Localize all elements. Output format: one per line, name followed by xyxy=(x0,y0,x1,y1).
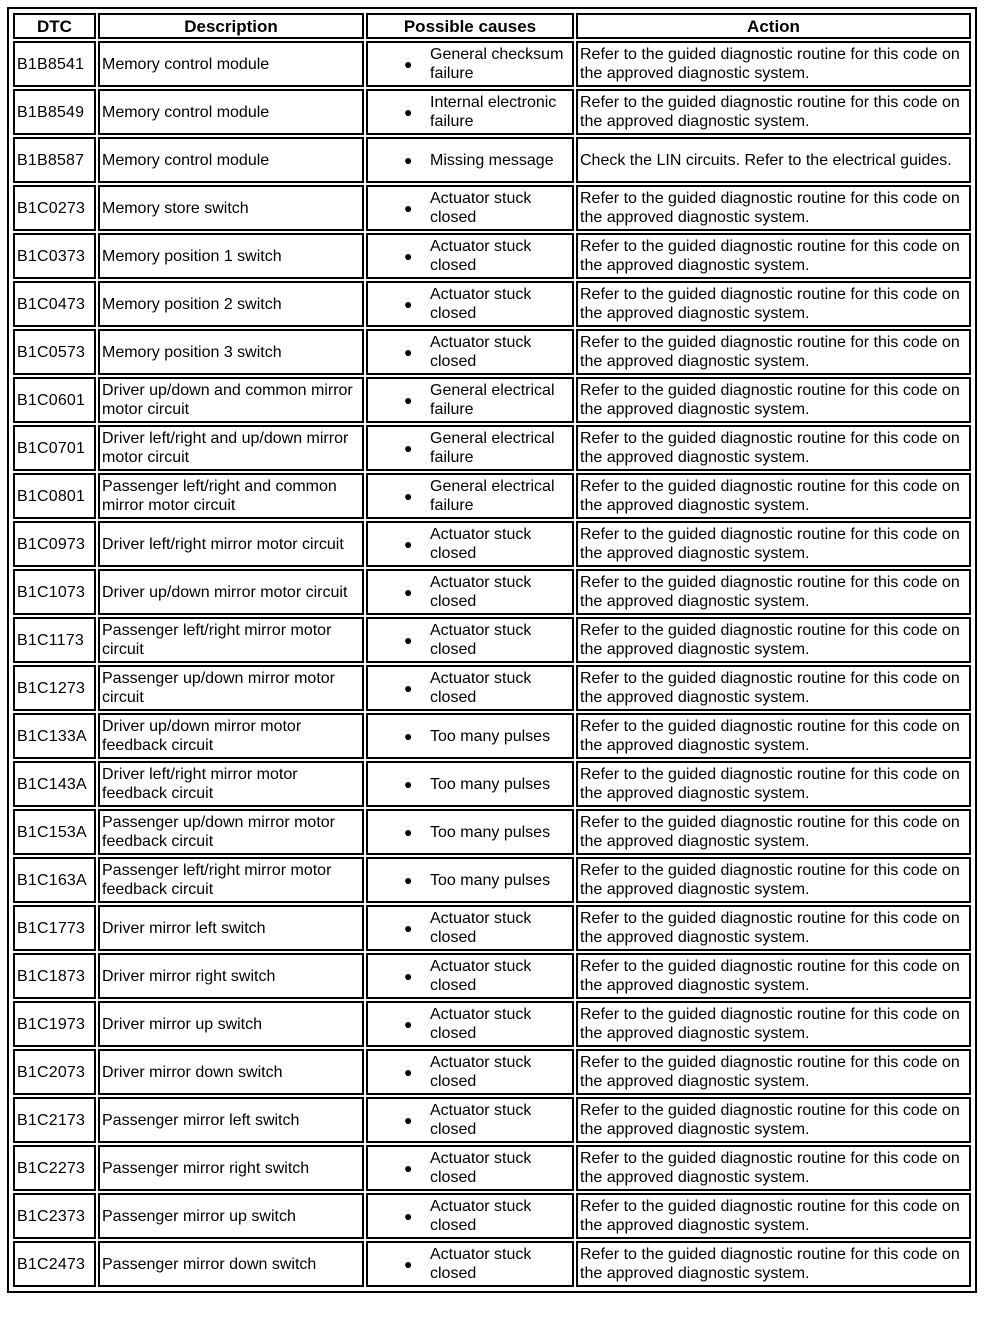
action-cell: Refer to the guided diagnostic routine for this code on the approved diagnostic system. xyxy=(576,281,971,327)
cause-list-item xyxy=(370,1005,570,1043)
bullet-icon: ● xyxy=(404,1159,413,1176)
description-cell: Passenger mirror down switch xyxy=(98,1241,364,1287)
table-row xyxy=(13,233,971,279)
possible-cause-cell xyxy=(366,617,574,663)
table-row xyxy=(13,713,971,759)
bullet-icon: ● xyxy=(404,1063,413,1080)
dtc-code-cell: B1C0373 xyxy=(13,233,96,279)
dtc-code-cell: B1C1073 xyxy=(13,569,96,615)
dtc-code-cell: B1C0701 xyxy=(13,425,96,471)
possible-cause-cell xyxy=(366,233,574,279)
table-row xyxy=(13,521,971,567)
action-cell: Refer to the guided diagnostic routine for this code on the approved diagnostic system. xyxy=(576,425,971,471)
dtc-code-cell: B1C0973 xyxy=(13,521,96,567)
dtc-code-cell: B1C0273 xyxy=(13,185,96,231)
table-row xyxy=(13,905,971,951)
bullet-icon: ● xyxy=(404,247,413,264)
cause-text: Missing message xyxy=(430,151,554,169)
possible-cause-cell xyxy=(366,857,574,903)
table-row xyxy=(13,761,971,807)
cause-text: Too many pulses xyxy=(430,871,551,889)
description-cell: Passenger up/down mirror motor feedback circuit xyxy=(98,809,364,855)
table-row xyxy=(13,617,971,663)
cause-text: Too many pulses xyxy=(430,775,551,793)
cause-list-item xyxy=(370,151,570,170)
cause-text: General electrical failure xyxy=(430,430,555,466)
description-cell: Memory control module xyxy=(98,137,364,183)
possible-cause-cell xyxy=(366,809,574,855)
action-cell: Refer to the guided diagnostic routine for this code on the approved diagnostic system. xyxy=(576,569,971,615)
action-cell: Refer to the guided diagnostic routine for this code on the approved diagnostic system. xyxy=(576,1241,971,1287)
bullet-icon: ● xyxy=(404,391,413,408)
cause-list-item xyxy=(370,93,570,131)
description-cell: Passenger mirror right switch xyxy=(98,1145,364,1191)
description-cell: Memory control module xyxy=(98,41,364,87)
action-cell: Refer to the guided diagnostic routine for this code on the approved diagnostic system. xyxy=(576,617,971,663)
table-row xyxy=(13,1193,971,1239)
description-cell: Driver mirror up switch xyxy=(98,1001,364,1047)
bullet-icon: ● xyxy=(404,487,413,504)
possible-cause-cell xyxy=(366,377,574,423)
action-cell: Check the LIN circuits. Refer to the electrical guides. xyxy=(576,137,971,183)
cause-text: Actuator stuck closed xyxy=(430,190,532,226)
header-description: Description xyxy=(98,13,364,39)
bullet-icon: ● xyxy=(404,583,413,600)
possible-cause-cell xyxy=(366,761,574,807)
header-dtc: DTC xyxy=(13,13,96,39)
table-row xyxy=(13,1001,971,1047)
action-cell: Refer to the guided diagnostic routine for this code on the approved diagnostic system. xyxy=(576,713,971,759)
cause-text: Actuator stuck closed xyxy=(430,670,532,706)
possible-cause-cell xyxy=(366,1145,574,1191)
cause-list-item xyxy=(370,525,570,563)
dtc-code-cell: B1C2473 xyxy=(13,1241,96,1287)
cause-list-item xyxy=(370,727,570,746)
dtc-code-cell: B1B8541 xyxy=(13,41,96,87)
dtc-code-cell: B1C0801 xyxy=(13,473,96,519)
cause-list-item xyxy=(370,909,570,947)
possible-cause-cell xyxy=(366,713,574,759)
dtc-table xyxy=(11,11,973,1289)
action-cell: Refer to the guided diagnostic routine for this code on the approved diagnostic system. xyxy=(576,1001,971,1047)
possible-cause-cell xyxy=(366,1241,574,1287)
cause-list-item xyxy=(370,1101,570,1139)
possible-cause-cell xyxy=(366,521,574,567)
bullet-icon: ● xyxy=(404,1015,413,1032)
cause-text: General electrical failure xyxy=(430,478,555,514)
cause-list-item xyxy=(370,669,570,707)
cause-text: Too many pulses xyxy=(430,727,551,745)
cause-text: General checksum failure xyxy=(430,46,564,82)
description-cell: Driver mirror right switch xyxy=(98,953,364,999)
action-cell: Refer to the guided diagnostic routine for this code on the approved diagnostic system. xyxy=(576,761,971,807)
bullet-icon: ● xyxy=(404,1207,413,1224)
table-row xyxy=(13,953,971,999)
dtc-code-cell: B1C2373 xyxy=(13,1193,96,1239)
dtc-code-cell: B1C0573 xyxy=(13,329,96,375)
cause-text: Actuator stuck closed xyxy=(430,622,532,658)
action-cell: Refer to the guided diagnostic routine for this code on the approved diagnostic system. xyxy=(576,1145,971,1191)
table-row xyxy=(13,425,971,471)
cause-list-item xyxy=(370,333,570,371)
possible-cause-cell xyxy=(366,89,574,135)
bullet-icon: ● xyxy=(404,679,413,696)
dtc-code-cell: B1C0473 xyxy=(13,281,96,327)
description-cell: Driver left/right mirror motor circuit xyxy=(98,521,364,567)
possible-cause-cell xyxy=(366,1001,574,1047)
action-cell: Refer to the guided diagnostic routine for this code on the approved diagnostic system. xyxy=(576,1049,971,1095)
cause-text: Actuator stuck closed xyxy=(430,1006,532,1042)
possible-cause-cell xyxy=(366,1049,574,1095)
cause-list-item xyxy=(370,621,570,659)
cause-text: Internal electronic failure xyxy=(430,94,557,130)
table-row xyxy=(13,41,971,87)
cause-text: Too many pulses xyxy=(430,823,551,841)
description-cell: Passenger left/right and common mirror motor circuit xyxy=(98,473,364,519)
bullet-icon: ● xyxy=(404,151,413,168)
possible-cause-cell xyxy=(366,329,574,375)
action-cell: Refer to the guided diagnostic routine for this code on the approved diagnostic system. xyxy=(576,1097,971,1143)
description-cell: Driver mirror down switch xyxy=(98,1049,364,1095)
cause-text: General electrical failure xyxy=(430,382,555,418)
dtc-code-cell: B1C0601 xyxy=(13,377,96,423)
dtc-code-cell: B1C2273 xyxy=(13,1145,96,1191)
table-row xyxy=(13,1145,971,1191)
bullet-icon: ● xyxy=(404,199,413,216)
action-cell: Refer to the guided diagnostic routine for this code on the approved diagnostic system. xyxy=(576,953,971,999)
description-cell: Passenger mirror left switch xyxy=(98,1097,364,1143)
bullet-icon: ● xyxy=(404,727,413,744)
dtc-code-cell: B1C133A xyxy=(13,713,96,759)
possible-cause-cell xyxy=(366,137,574,183)
dtc-code-cell: B1C153A xyxy=(13,809,96,855)
action-cell: Refer to the guided diagnostic routine for this code on the approved diagnostic system. xyxy=(576,665,971,711)
description-cell: Passenger left/right mirror motor feedback circuit xyxy=(98,857,364,903)
cause-text: Actuator stuck closed xyxy=(430,286,532,322)
action-cell: Refer to the guided diagnostic routine for this code on the approved diagnostic system. xyxy=(576,233,971,279)
possible-cause-cell xyxy=(366,1193,574,1239)
action-cell: Refer to the guided diagnostic routine for this code on the approved diagnostic system. xyxy=(576,89,971,135)
action-cell: Refer to the guided diagnostic routine for this code on the approved diagnostic system. xyxy=(576,1193,971,1239)
table-row xyxy=(13,809,971,855)
dtc-code-cell: B1B8587 xyxy=(13,137,96,183)
table-row xyxy=(13,185,971,231)
cause-list-item xyxy=(370,237,570,275)
cause-list-item xyxy=(370,573,570,611)
dtc-code-cell: B1C1773 xyxy=(13,905,96,951)
dtc-code-cell: B1C1173 xyxy=(13,617,96,663)
dtc-code-cell: B1C1873 xyxy=(13,953,96,999)
description-cell: Memory store switch xyxy=(98,185,364,231)
cause-list-item xyxy=(370,1149,570,1187)
cause-text: Actuator stuck closed xyxy=(430,1198,532,1234)
cause-text: Actuator stuck closed xyxy=(430,238,532,274)
possible-cause-cell xyxy=(366,665,574,711)
dtc-code-cell: B1C1273 xyxy=(13,665,96,711)
dtc-code-cell: B1C163A xyxy=(13,857,96,903)
description-cell: Memory control module xyxy=(98,89,364,135)
bullet-icon: ● xyxy=(404,871,413,888)
cause-list-item xyxy=(370,45,570,83)
table-body xyxy=(13,41,971,1287)
bullet-icon: ● xyxy=(404,1111,413,1128)
cause-list-item xyxy=(370,871,570,890)
table-row xyxy=(13,377,971,423)
possible-cause-cell xyxy=(366,425,574,471)
cause-list-item xyxy=(370,823,570,842)
cause-text: Actuator stuck closed xyxy=(430,1246,532,1282)
cause-text: Actuator stuck closed xyxy=(430,334,532,370)
possible-cause-cell xyxy=(366,473,574,519)
cause-text: Actuator stuck closed xyxy=(430,574,532,610)
dtc-code-cell: B1B8549 xyxy=(13,89,96,135)
dtc-code-cell: B1C1973 xyxy=(13,1001,96,1047)
cause-list-item xyxy=(370,1053,570,1091)
table-row xyxy=(13,569,971,615)
dtc-code-cell: B1C2173 xyxy=(13,1097,96,1143)
table-row xyxy=(13,473,971,519)
cause-list-item xyxy=(370,477,570,515)
action-cell: Refer to the guided diagnostic routine for this code on the approved diagnostic system. xyxy=(576,521,971,567)
description-cell: Passenger mirror up switch xyxy=(98,1193,364,1239)
bullet-icon: ● xyxy=(404,967,413,984)
cause-list-item xyxy=(370,957,570,995)
bullet-icon: ● xyxy=(404,343,413,360)
table-row xyxy=(13,1049,971,1095)
header-action: Action xyxy=(576,13,971,39)
table-row xyxy=(13,89,971,135)
action-cell: Refer to the guided diagnostic routine for this code on the approved diagnostic system. xyxy=(576,857,971,903)
table-row xyxy=(13,857,971,903)
table-row xyxy=(13,665,971,711)
action-cell: Refer to the guided diagnostic routine for this code on the approved diagnostic system. xyxy=(576,329,971,375)
description-cell: Driver up/down and common mirror motor circuit xyxy=(98,377,364,423)
cause-list-item xyxy=(370,1197,570,1235)
possible-cause-cell xyxy=(366,1097,574,1143)
cause-list-item xyxy=(370,775,570,794)
bullet-icon: ● xyxy=(404,823,413,840)
cause-text: Actuator stuck closed xyxy=(430,958,532,994)
description-cell: Driver mirror left switch xyxy=(98,905,364,951)
action-cell: Refer to the guided diagnostic routine for this code on the approved diagnostic system. xyxy=(576,905,971,951)
header-row xyxy=(13,13,971,39)
description-cell: Driver up/down mirror motor feedback circuit xyxy=(98,713,364,759)
cause-list-item xyxy=(370,429,570,467)
possible-cause-cell xyxy=(366,905,574,951)
description-cell: Memory position 1 switch xyxy=(98,233,364,279)
cause-text: Actuator stuck closed xyxy=(430,1102,532,1138)
cause-text: Actuator stuck closed xyxy=(430,1150,532,1186)
dtc-code-cell: B1C2073 xyxy=(13,1049,96,1095)
description-cell: Passenger up/down mirror motor circuit xyxy=(98,665,364,711)
table-row xyxy=(13,1241,971,1287)
cause-text: Actuator stuck closed xyxy=(430,526,532,562)
bullet-icon: ● xyxy=(404,631,413,648)
description-cell: Driver left/right and up/down mirror motor circuit xyxy=(98,425,364,471)
description-cell: Memory position 3 switch xyxy=(98,329,364,375)
bullet-icon: ● xyxy=(404,55,413,72)
description-cell: Driver left/right mirror motor feedback circuit xyxy=(98,761,364,807)
table-row xyxy=(13,137,971,183)
possible-cause-cell xyxy=(366,569,574,615)
bullet-icon: ● xyxy=(404,775,413,792)
table-row xyxy=(13,281,971,327)
header-possible-causes: Possible causes xyxy=(366,13,574,39)
description-cell: Driver up/down mirror motor circuit xyxy=(98,569,364,615)
action-cell: Refer to the guided diagnostic routine for this code on the approved diagnostic system. xyxy=(576,473,971,519)
cause-list-item xyxy=(370,381,570,419)
cause-list-item xyxy=(370,1245,570,1283)
bullet-icon: ● xyxy=(404,295,413,312)
bullet-icon: ● xyxy=(404,103,413,120)
action-cell: Refer to the guided diagnostic routine for this code on the approved diagnostic system. xyxy=(576,377,971,423)
dtc-table-frame xyxy=(7,7,977,1293)
table-row xyxy=(13,329,971,375)
bullet-icon: ● xyxy=(404,1255,413,1272)
bullet-icon: ● xyxy=(404,439,413,456)
description-cell: Passenger left/right mirror motor circuit xyxy=(98,617,364,663)
possible-cause-cell xyxy=(366,41,574,87)
description-cell: Memory position 2 switch xyxy=(98,281,364,327)
possible-cause-cell xyxy=(366,281,574,327)
table-row xyxy=(13,1097,971,1143)
possible-cause-cell xyxy=(366,185,574,231)
bullet-icon: ● xyxy=(404,535,413,552)
bullet-icon: ● xyxy=(404,919,413,936)
action-cell: Refer to the guided diagnostic routine for this code on the approved diagnostic system. xyxy=(576,41,971,87)
cause-text: Actuator stuck closed xyxy=(430,910,532,946)
action-cell: Refer to the guided diagnostic routine for this code on the approved diagnostic system. xyxy=(576,809,971,855)
dtc-code-cell: B1C143A xyxy=(13,761,96,807)
action-cell: Refer to the guided diagnostic routine for this code on the approved diagnostic system. xyxy=(576,185,971,231)
cause-list-item xyxy=(370,189,570,227)
possible-cause-cell xyxy=(366,953,574,999)
cause-list-item xyxy=(370,285,570,323)
cause-text: Actuator stuck closed xyxy=(430,1054,532,1090)
